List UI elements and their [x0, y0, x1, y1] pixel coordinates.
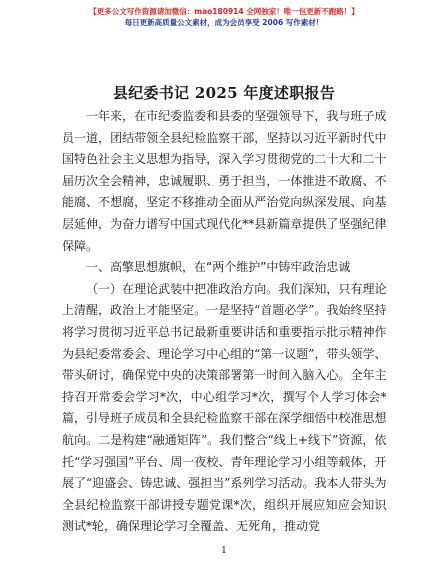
section-paragraph: （一）在理论武装中把准政治方向。我们深知，只有理论上清醒，政治上才能坚定。一是坚持“首题必学”。我始终坚持将学习贯彻习近平总书记最新重要讲话和重要指示批示精神作为县纪委常委会、理论学习中心组的“第一议题”，带头领学、带头研讨，确保党中央的决策部署第一时间入脑入心。全年主持召开常委会学习*次，中心组学习*次，撰写个人学习体会*篇，引导班子成员和全县纪检监察干部在深学细悟中校准思想航向。二是构建“融通矩阵”。我们整合“线上+线下”资源，依托“学习强国”平台、周一夜校、青年理论学习小组等载体，开展了“迎盛会、铸忠诚、强担当”系列学习活动。我本人带头为全县纪检监察干部讲授专题党课*次，组织开展应知应会知识测试*轮，确保理论学习全覆盖、无死角，推动党 [62, 281, 387, 534]
page-number: 1 [221, 546, 227, 556]
section-heading: 一、高擎思想旗帜，在“两个维护”中铸牢政治忠诚 [86, 260, 351, 275]
document-title: 县纪委书记 2025 年度述职报告 [112, 84, 336, 102]
document-body [62, 106, 387, 540]
promo-header [40, 6, 408, 28]
promo-subline: 每日更新高质量公文素材，成为会员享受 2006 写作素材！ [124, 18, 324, 27]
promo-line: 【更多公文写作资源请加微信：mao180914 全网独家！唯一包更新不跑路！】 [89, 7, 359, 16]
intro-paragraph: 一年来，在市纪委监委和县委的坚强领导下，我与班子成员一道，团结带领全县纪检监察干部，坚持以习近平新时代中国特色社会主义思想为指导，深入学习贯彻党的二十大和二十届历次全会精神，忠诚履职、勇于担当，一体推进不敢腐、不能腐、不想腐，坚定不移推动全面从严治党向纵深发展、向基层延伸，为奋力谱写中国式现代化**县新篇章提供了坚强纪律保障。 [62, 109, 387, 253]
